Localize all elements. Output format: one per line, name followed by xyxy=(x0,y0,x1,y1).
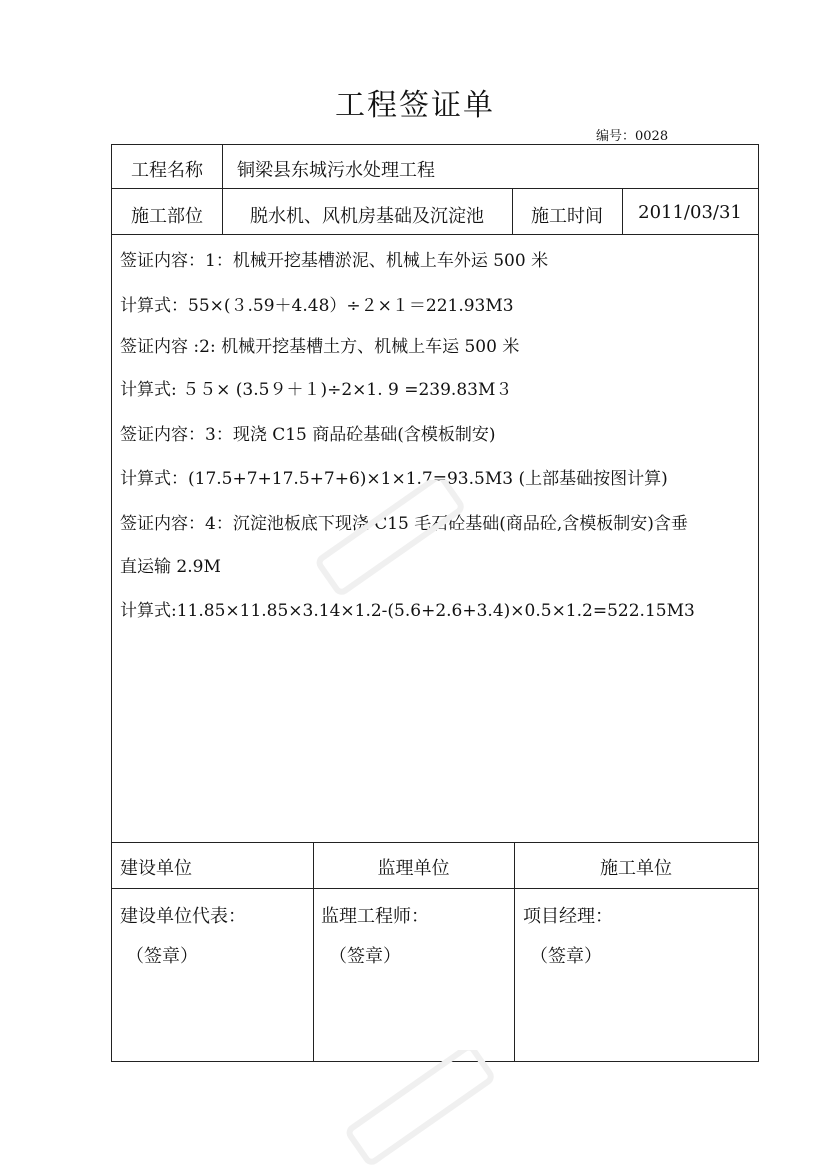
row-divider xyxy=(112,188,758,189)
row-divider xyxy=(112,234,758,235)
watermark-mark xyxy=(300,480,500,600)
project-name-value: 铜梁县东城污水处理工程 xyxy=(237,160,435,181)
supervision-engineer-label: 监理工程师： xyxy=(321,906,429,927)
content-line: 直运输 2.9M xyxy=(120,557,221,577)
project-name-label: 工程名称 xyxy=(131,160,203,181)
contractor-unit-header: 施工单位 xyxy=(600,858,672,879)
content-line: 签证内容 :2: 机械开挖基槽土方、机械上车运 500 米 xyxy=(120,337,520,357)
document-number: 编号：0028 xyxy=(596,129,669,144)
project-manager-label: 项目经理： xyxy=(523,906,613,927)
construction-time-label: 施工时间 xyxy=(531,206,603,227)
document-title: 工程签证单 xyxy=(335,88,495,123)
row-divider xyxy=(112,842,758,843)
row-divider xyxy=(112,888,758,889)
content-line: 计算式: ５５× (3.5９＋１)÷2×1. 9 =239.83M３ xyxy=(120,380,513,400)
watermark-mark xyxy=(330,1050,530,1170)
contractor-seal: （签章） xyxy=(530,946,602,967)
content-line: 计算式：(17.5+7+17.5+7+6)×1×1.7=93.5M3 (上部基础按图计算) xyxy=(120,469,668,489)
supervisor-unit-header: 监理单位 xyxy=(377,858,450,879)
content-line: 计算式:11.85×11.85×3.14×1.2-(5.6+2.6+3.4)×0.5×1.2=522.15M3 xyxy=(120,601,695,621)
construction-part-value: 脱水机、风机房基础及沉淀池 xyxy=(250,206,484,227)
content-line: 计算式：55×(３.59＋4.48）÷２×１＝221.93M3 xyxy=(120,296,514,316)
owner-representative-label: 建设单位代表： xyxy=(120,906,246,927)
content-line: 签证内容：1：机械开挖基槽淤泥、机械上车外运 500 米 xyxy=(120,251,549,271)
supervisor-seal: （签章） xyxy=(329,946,401,967)
construction-time-value: 2011/03/31 xyxy=(638,202,742,223)
visa-form-table xyxy=(111,144,759,1062)
owner-seal: （签章） xyxy=(126,946,198,967)
construction-part-label: 施工部位 xyxy=(131,206,203,227)
content-line: 签证内容：3：现浇 C15 商品砼基础(含模板制安) xyxy=(120,425,496,445)
content-line: 签证内容：4：沉淀池板底下现浇 C15 毛石砼基础(商品砼,含模板制安)含垂 xyxy=(120,514,688,534)
owner-unit-header: 建设单位 xyxy=(120,858,192,879)
